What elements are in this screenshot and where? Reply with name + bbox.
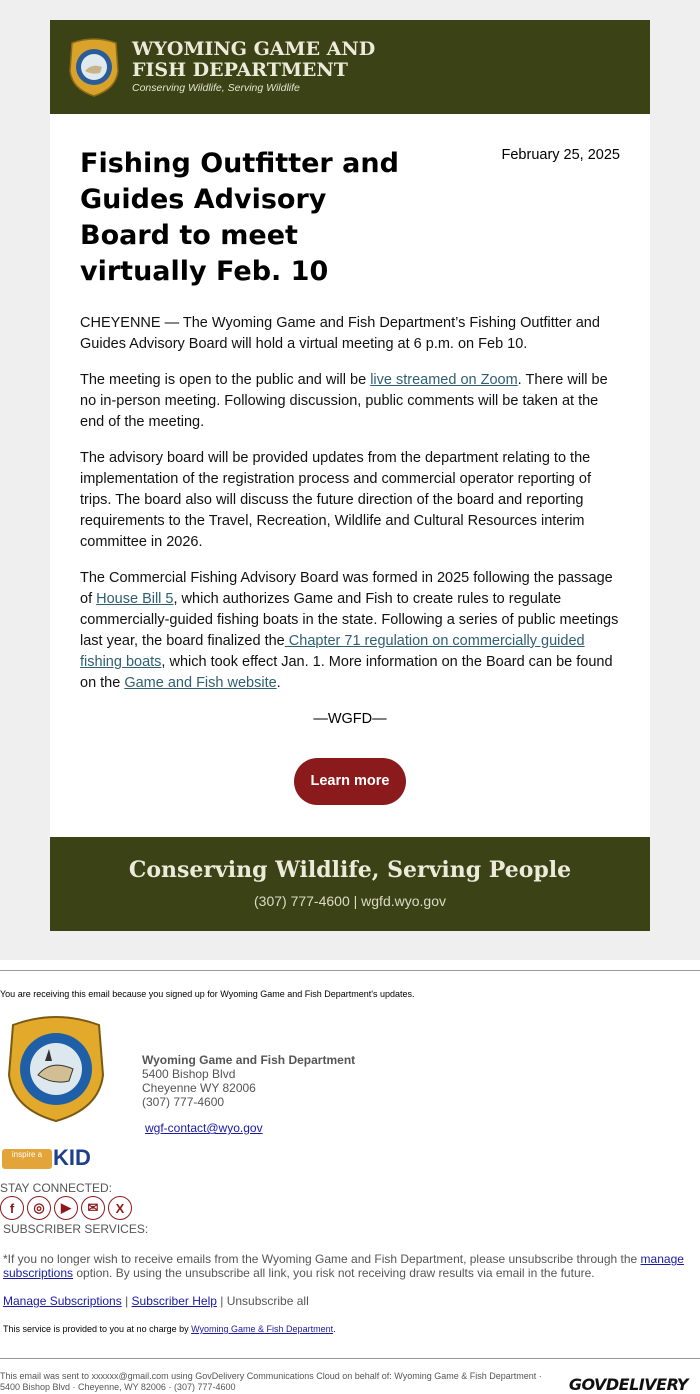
- paragraph-3: The advisory board will be provided updates from the department relating to the implementation of the registration process and commercial operator reporting of trips. The board also will discuss the future direction of the board and reporting requirements to the Travel, Recreation, Wildlife and Cultural Resources interim committee in 2026.: [80, 450, 591, 550]
- email-footer: [0, 971, 700, 1394]
- govdelivery-footer: [0, 1358, 700, 1394]
- social-links: [0, 1196, 700, 1220]
- header-tagline: Conserving Wildlife, Serving Wildlife: [132, 82, 300, 94]
- text: , which took effect Jan. 1. More information on the Board can be found on the: [80, 654, 613, 691]
- inspire-a-kid-logo[interactable]: [0, 1141, 100, 1175]
- text: The meeting is open to the public and will be: [80, 372, 371, 388]
- chapter-71-link[interactable]: Chapter 71 regulation on commercially guided fishing boats: [80, 633, 585, 670]
- article-date: February 25, 2025: [501, 147, 620, 163]
- text: . There will be no in-person meeting. Following discussion, public comments will be taken at the end of the meeting.: [80, 372, 608, 430]
- cta-wrap: [80, 758, 620, 805]
- article-title: Fishing Outfitter and Guides Advisory Board to meet virtually Feb. 10: [80, 148, 399, 287]
- spacer: [0, 960, 700, 970]
- address-block: [0, 1013, 700, 1135]
- subscriber-services-label: SUBSCRIBER SERVICES:: [3, 1222, 149, 1236]
- article: [50, 114, 650, 821]
- footer-slogan: Conserving Wildlife, Serving People: [128, 857, 572, 883]
- subscription-links: [3, 1294, 697, 1308]
- address-line-2: Cheyenne WY 82006: [142, 1081, 256, 1095]
- footer-org-name: Wyoming Game and Fish Department: [142, 1053, 356, 1067]
- text: .: [333, 1324, 336, 1334]
- signoff: —WGFD—: [313, 711, 387, 727]
- footer-phone: (307) 777-4600: [142, 1095, 225, 1109]
- youtube-icon[interactable]: ▶: [54, 1196, 78, 1220]
- text: option. By using the unsubscribe all link, you risk not receiving draw results via email in the future.: [73, 1266, 595, 1280]
- learn-more-button[interactable]: Learn more: [294, 758, 406, 805]
- text: .: [276, 675, 281, 691]
- newsletter-card: [50, 20, 650, 931]
- kid-label: KID: [53, 1145, 91, 1170]
- org-name-line1: WYOMING GAME AND: [132, 38, 376, 60]
- email-icon[interactable]: ✉: [81, 1196, 105, 1220]
- manage-subscriptions-inline-link[interactable]: manage subscriptions: [3, 1252, 684, 1280]
- text: The Commercial Fishing Advisory Board was formed in 2025 following the passage of: [80, 570, 613, 607]
- unsubscribe-notice: [3, 1252, 697, 1280]
- footer-contact: (307) 777-4600 | wgfd.wyo.gov: [254, 893, 446, 909]
- wgfd-link[interactable]: Wyoming Game & Fish Department: [191, 1324, 334, 1334]
- text: *If you no longer wish to receive emails from the Wyoming Game and Fish Department, please unsubscribe through the: [3, 1252, 641, 1266]
- subscriber-help-link[interactable]: Subscriber Help: [131, 1294, 217, 1308]
- x-icon[interactable]: X: [108, 1196, 132, 1220]
- inspire-label: inspire a: [2, 1149, 52, 1169]
- service-notice: [3, 1324, 697, 1334]
- text: This service is provided to you at no charge by: [3, 1324, 192, 1334]
- org-contact-info: [142, 1053, 355, 1135]
- stay-connected-label: STAY CONNECTED:: [0, 1181, 113, 1195]
- paragraph-1: CHEYENNE — The Wyoming Game and Fish Department’s Fishing Outfitter and Guides Advisory Board will hold a virtual meeting at 6 p.m. on Feb 10.: [80, 315, 600, 352]
- govdelivery-row: [0, 1359, 700, 1394]
- org-name-line2: FISH DEPARTMENT: [132, 59, 348, 81]
- separator: |: [216, 1294, 227, 1308]
- receiving-notice: You are receiving this email because you signed up for Wyoming Game and Fish Department's updates.: [0, 989, 415, 999]
- address-line-1: 5400 Bishop Blvd: [142, 1067, 236, 1081]
- sent-notice: This email was sent to xxxxxx@gmail.com using GovDelivery Communications Cloud on behalf of: Wyoming Game & Fish Department · 5400 Bishop Blvd · Cheyenne, WY 82006 · (307) 777-4600: [0, 1371, 542, 1392]
- footer-banner: [50, 837, 650, 931]
- header-banner: [50, 20, 650, 114]
- text: , which authorizes Game and Fish to create rules to regulate commercially-guided fishing boats in the state. Following a series of public meetings last year, the board finalized the: [80, 591, 619, 649]
- house-bill-5-link[interactable]: House Bill 5: [96, 591, 174, 607]
- contact-email-link[interactable]: wgf-contact@wyo.gov: [145, 1121, 263, 1135]
- paragraph-4: [80, 568, 620, 694]
- zoom-stream-link[interactable]: live streamed on Zoom: [370, 372, 518, 388]
- wgfd-badge-icon: [68, 37, 120, 97]
- unsubscribe-all-link[interactable]: Unsubscribe all: [226, 1294, 309, 1308]
- instagram-icon[interactable]: ◎: [27, 1196, 51, 1220]
- govdelivery-logo[interactable]: GOVDELIVERY: [568, 1375, 688, 1394]
- game-fish-website-link[interactable]: Game and Fish website: [124, 675, 277, 691]
- manage-subscriptions-link[interactable]: Manage Subscriptions: [3, 1294, 122, 1308]
- paragraph-2: [80, 370, 620, 433]
- article-body: [80, 313, 620, 694]
- org-name: [132, 39, 375, 81]
- wgfd-badge-large-icon: [5, 1013, 107, 1123]
- facebook-icon[interactable]: f: [0, 1196, 24, 1220]
- separator: |: [121, 1294, 132, 1308]
